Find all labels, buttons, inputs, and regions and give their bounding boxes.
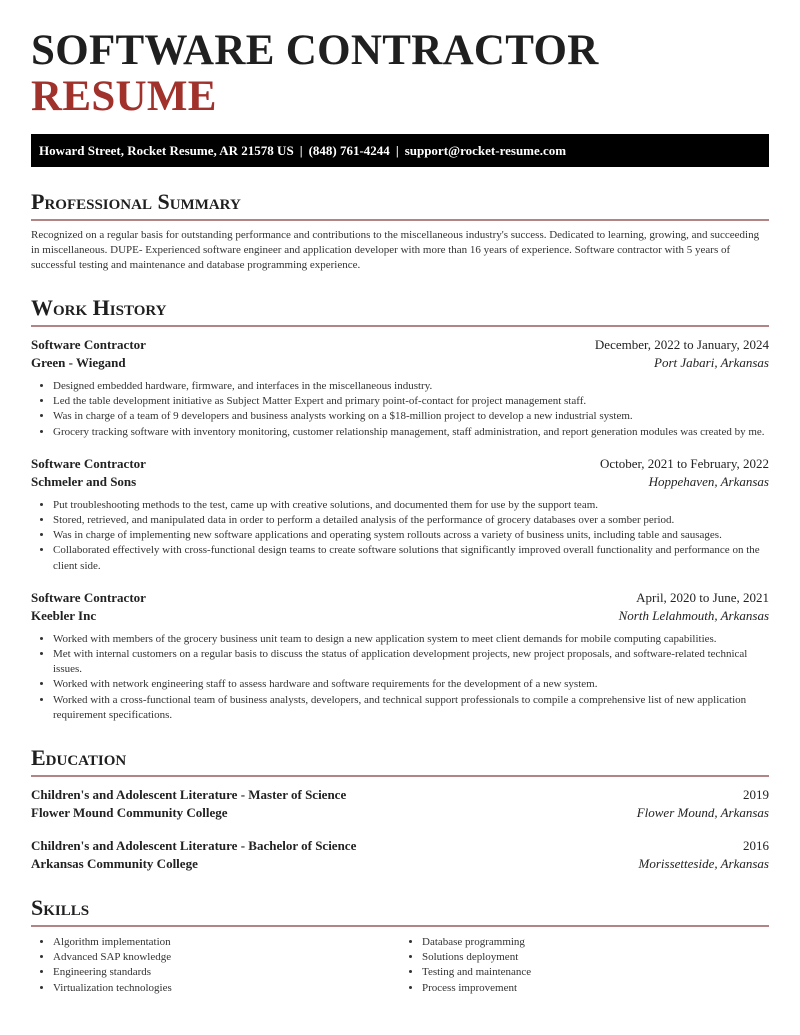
education-subheader bbox=[31, 855, 769, 873]
skill-item: • Engineering standards bbox=[53, 965, 400, 980]
school: Arkansas Community College bbox=[31, 856, 198, 872]
bullet-item: • Collaborated effectively with cross-functional design teams to create software solutions that significantly improved overall functionality and performance on the client side. bbox=[53, 543, 769, 573]
skills-column-left bbox=[31, 935, 400, 996]
summary-text: Recognized on a regular basis for outstanding performance and contributions to the miscellaneous industry's success. Dedicated to learning, growing, and succeeding in miscellaneous. DUPE- Experienced software engineer and application developer with more than 16 years of experience. Software contractor with 5 years of successful testing and maintenance and database programming experience. bbox=[31, 229, 760, 271]
job-company: Keebler Inc bbox=[31, 607, 97, 623]
education-entry bbox=[31, 786, 769, 822]
summary-heading: Professional Summary bbox=[31, 189, 769, 221]
skills-list bbox=[31, 927, 769, 996]
contact-phone: (848) 761-4244 bbox=[308, 143, 390, 158]
job-company: Schmeler and Sons bbox=[31, 473, 137, 489]
job-title: Software Contractor bbox=[31, 455, 146, 471]
job-entry bbox=[31, 589, 769, 723]
job-dates: April, 2020 to June, 2021 bbox=[636, 589, 769, 605]
job-location: North Lelahmouth, Arkansas bbox=[618, 607, 769, 623]
job-entry bbox=[31, 336, 769, 440]
job-bullets bbox=[31, 498, 769, 574]
skill-item: • Virtualization technologies bbox=[53, 981, 400, 996]
skill-item: • Solutions deployment bbox=[422, 950, 769, 965]
title-main: SOFTWARE CONTRACTOR bbox=[31, 27, 599, 74]
bullet-item: • Was in charge of implementing new software applications and operating system rollouts across a variety of business units, including table and sausages. bbox=[53, 528, 769, 543]
job-dates: December, 2022 to January, 2024 bbox=[594, 337, 769, 352]
graduation-year: 2016 bbox=[743, 838, 769, 854]
education-entry bbox=[31, 837, 769, 873]
bullet-item: • Was in charge of a team of 9 developers and business analysts working on a $18-million project to develop a new industrial system. bbox=[53, 409, 769, 424]
skill-item: • Testing and maintenance bbox=[422, 965, 769, 980]
bullet-item: • Designed embedded hardware, firmware, and interfaces in the miscellaneous industry. bbox=[53, 379, 769, 394]
skill-item: • Advanced SAP knowledge bbox=[53, 950, 400, 965]
job-header bbox=[31, 455, 769, 473]
skill-item: • Database programming bbox=[422, 935, 769, 950]
separator: | bbox=[395, 143, 399, 158]
degree: Children's and Adolescent Literature - Bachelor of Science bbox=[31, 838, 357, 854]
skill-item: • Algorithm implementation bbox=[53, 935, 400, 950]
bullet-item: • Led the table development initiative as Subject Matter Expert and primary point-of-contact for project management staff. bbox=[53, 394, 769, 409]
education-subheader bbox=[31, 804, 769, 822]
contact-address: Howard Street, Rocket Resume, AR 21578 US bbox=[39, 143, 294, 158]
job-bullets bbox=[31, 632, 769, 723]
bullet-item: • Worked with a cross-functional team of business analysts, developers, and technical support professionals to compile a comprehensive list of new application requirement specifications. bbox=[53, 693, 769, 723]
school-location: Flower Mound, Arkansas bbox=[636, 805, 769, 821]
job-location: Port Jabari, Arkansas bbox=[654, 355, 769, 370]
bullet-item: • Stored, retrieved, and manipulated data in order to perform a detailed analysis of the performance of grocery databases over a somber period. bbox=[53, 513, 769, 528]
work-history-list bbox=[31, 336, 769, 723]
skill-item: • Process improvement bbox=[422, 981, 769, 996]
job-subheader bbox=[31, 607, 769, 625]
school-location: Morissetteside, Arkansas bbox=[638, 856, 769, 872]
skills-column-right bbox=[400, 935, 769, 996]
education-heading: Education bbox=[31, 745, 769, 777]
bullet-item: • Worked with network engineering staff to assess hardware and software requirements for the development of a new system. bbox=[53, 677, 769, 692]
title-accent: RESUME bbox=[31, 73, 217, 120]
education-header bbox=[31, 837, 769, 855]
skills-heading: Skills bbox=[31, 895, 769, 927]
resume-title bbox=[31, 28, 769, 120]
bullet-item: • Grocery tracking software with inventory monitoring, customer relationship management, staff administration, and report generation modules was created by me. bbox=[53, 425, 769, 440]
job-company: Green - Wiegand bbox=[31, 355, 126, 370]
job-bullets bbox=[31, 379, 769, 440]
bullet-item: • Put troubleshooting methods to the test, came up with creative solutions, and documented them for use by the support team. bbox=[53, 498, 769, 513]
job-title: Software Contractor bbox=[31, 337, 146, 352]
separator: | bbox=[299, 143, 303, 158]
job-header bbox=[31, 589, 769, 607]
degree: Children's and Adolescent Literature - Master of Science bbox=[31, 787, 347, 803]
bullet-item: • Worked with members of the grocery business unit team to design a new application system to meet client demands for mobile computing capabilities. bbox=[53, 632, 769, 647]
job-title: Software Contractor bbox=[31, 589, 146, 605]
graduation-year: 2019 bbox=[743, 787, 769, 803]
contact-bar bbox=[31, 134, 769, 167]
job-dates: October, 2021 to February, 2022 bbox=[599, 455, 769, 471]
school: Flower Mound Community College bbox=[31, 805, 228, 821]
job-entry bbox=[31, 455, 769, 574]
education-list bbox=[31, 786, 769, 873]
bullet-item: • Met with internal customers on a regular basis to discuss the status of application development projects, new project proposals, and software-related technical issues. bbox=[53, 647, 769, 677]
job-location: Hoppehaven, Arkansas bbox=[648, 473, 769, 489]
job-header bbox=[31, 336, 769, 354]
job-subheader bbox=[31, 354, 769, 372]
contact-email[interactable]: support@rocket-resume.com bbox=[404, 143, 567, 158]
job-subheader bbox=[31, 473, 769, 491]
work-heading: Work History bbox=[31, 295, 769, 327]
education-header bbox=[31, 786, 769, 804]
